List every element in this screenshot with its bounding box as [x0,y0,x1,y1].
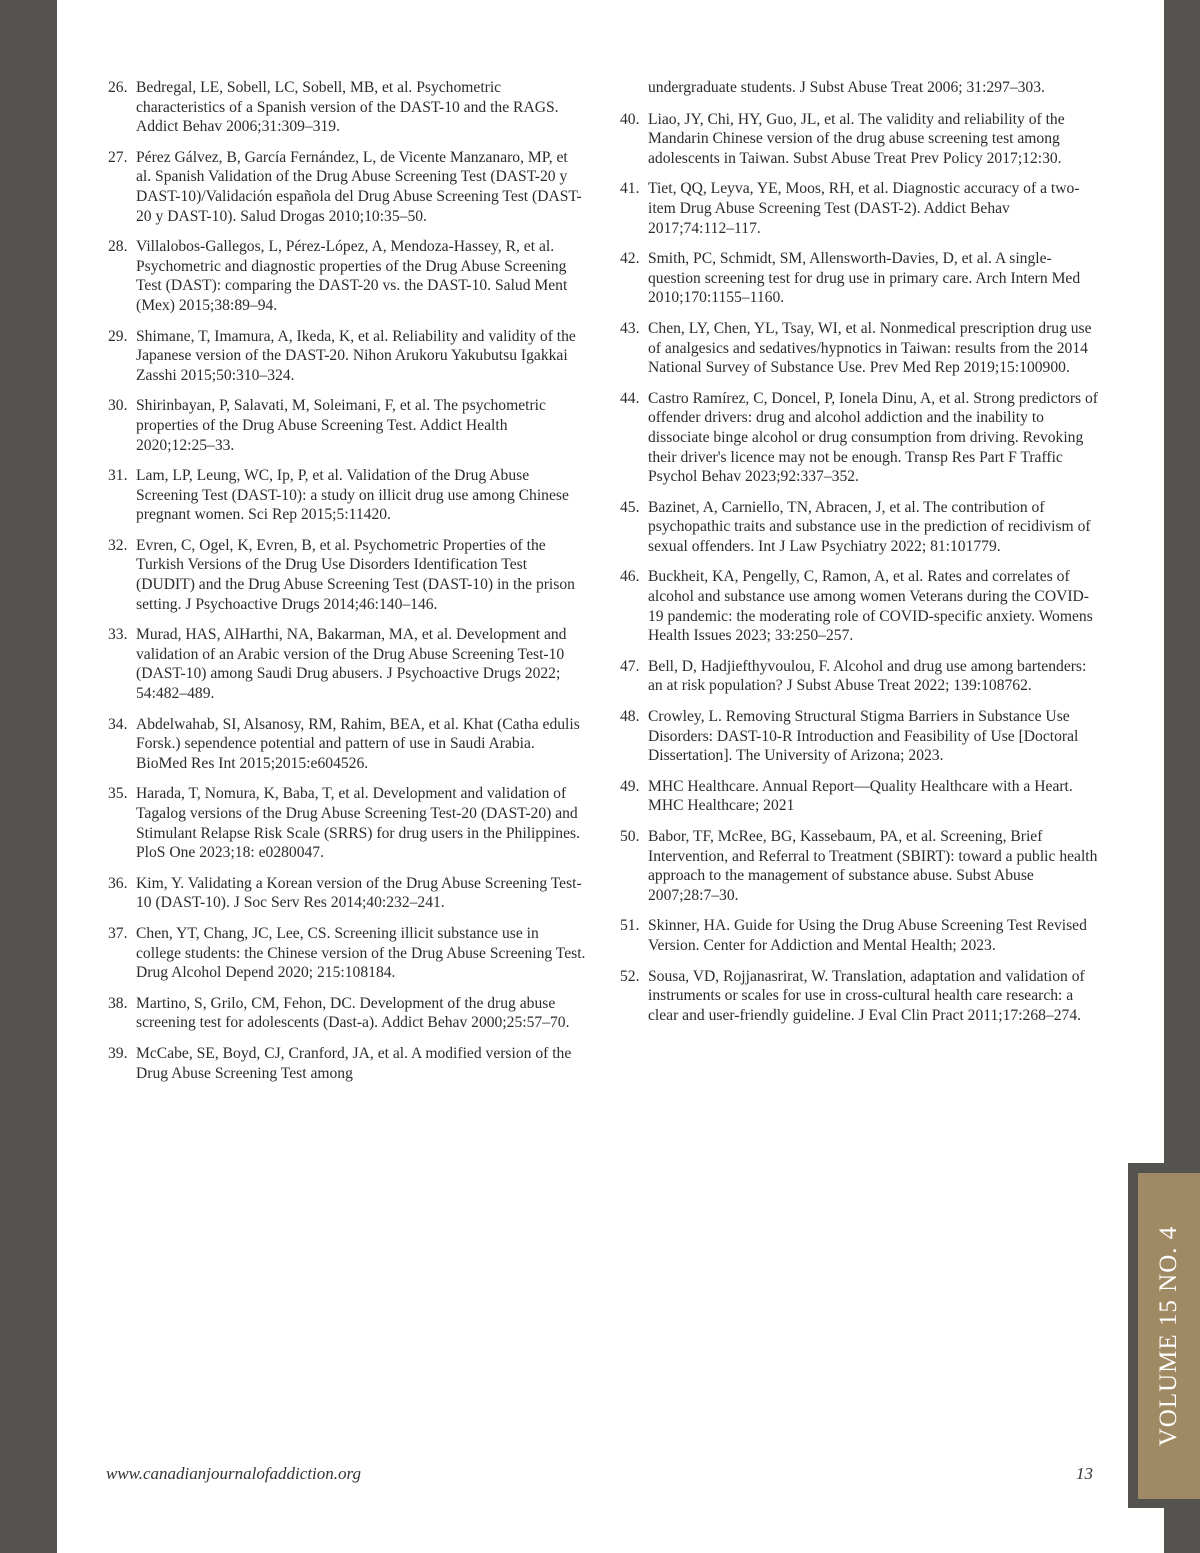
reference-item [620,389,1098,487]
reference-text: undergraduate students. J Subst Abuse Treat 2006; 31:297–303. [648,79,1045,96]
reference-item [108,237,586,315]
reference-item [108,536,586,614]
reference-text: Castro Ramírez, C, Doncel, P, Ionela Dinu, A, et al. Strong predictors of offender drivers: drug and alcohol addiction and the inability to dissociate binge alcohol or drug consumption from driving. Revoking their driver's licence may not be enough. Transp Res Part F Traffic Psychol Behav 2023;92:337–352. [648,389,1098,486]
reference-item [108,715,586,774]
reference-item [620,567,1098,645]
reference-text: Villalobos-Gallegos, L, Pérez-López, A, Mendoza-Hassey, R, et al. Psychometric and diagnostic properties of the Drug Abuse Screening Test (DAST): comparing the DAST-20 vs. the DAST-10. Salud Ment (Mex) 2015;38:89–94. [136,238,568,314]
reference-text: Chen, LY, Chen, YL, Tsay, WI, et al. Nonmedical prescription drug use of analgesics and sedatives/hypnotics in Taiwan: results from the 2014 National Survey of Substance Use. Prev Med Rep 2019;15:100900. [648,319,1092,377]
reference-item [108,148,586,226]
reference-number: 26. [108,79,128,96]
reference-number: 31. [108,467,128,485]
reference-item [108,327,586,386]
reference-number: 27. [108,148,128,166]
reference-text: Lam, LP, Leung, WC, Ip, P, et al. Validation of the Drug Abuse Screening Test (DAST-10): a study on illicit drug use among Chinese pregnant women. Sci Rep 2015;5:11420. [136,467,569,524]
reference-text: Bell, D, Hadjiefthyvoulou, F. Alcohol and drug use among bartenders: an at risk population? J Subst Abuse Treat 2022; 139:108762. [648,657,1087,695]
reference-number: 45. [620,498,640,516]
reference-item [108,994,586,1033]
reference-number: 42. [620,250,640,268]
reference-number: 40. [620,110,640,128]
reference-number: 46. [620,568,640,586]
reference-item [108,625,586,703]
reference-number: 33. [108,626,128,644]
reference-item [620,319,1098,378]
reference-number: 30. [108,397,128,415]
reference-item [108,874,586,913]
reference-number: 38. [108,994,128,1012]
reference-item [620,827,1098,905]
footer-url: www.canadianjournalofaddiction.org [106,1464,362,1483]
reference-number: 48. [620,708,640,726]
reference-text: Bazinet, A, Carniello, TN, Abracen, J, et al. The contribution of psychopathic traits and substance use in the prediction of recidivism of sexual offenders. Int J Law Psychiatry 2022; 81:101779. [648,498,1091,555]
reference-text: Skinner, HA. Guide for Using the Drug Abuse Screening Test Revised Version. Center for Addiction and Mental Health; 2023. [648,917,1087,954]
left-margin-band [0,0,57,1553]
reference-number: 32. [108,536,128,554]
reference-text: Smith, PC, Schmidt, SM, Allensworth-Davies, D, et al. A single-question screening test for drug use in primary care. Arch Intern Med 2010;170:1155–1160. [648,250,1081,307]
reference-item [620,110,1098,169]
reference-number: 41. [620,180,640,198]
reference-item [108,924,586,983]
reference-number: 49. [620,777,640,795]
reference-text: Shirinbayan, P, Salavati, M, Soleimani, F, et al. The psychometric properties of the Drug Abuse Screening Test. Addict Health 2020;12:25–33. [136,397,546,454]
reference-item [620,916,1098,955]
reference-text: Sousa, VD, Rojjanasrirat, W. Translation, adaptation and validation of instruments or scales for use in cross-cultural health care research: a clear and user-friendly guideline. J Eval Clin Pract 2011;17:268–274. [648,967,1085,1024]
reference-item [620,967,1098,1026]
reference-text: Kim, Y. Validating a Korean version of the Drug Abuse Screening Test-10 (DAST-10). J Soc Serv Res 2014;40:232–241. [136,874,582,912]
reference-item [620,657,1098,696]
reference-number: 36. [108,874,128,892]
reference-number: 34. [108,715,128,733]
reference-text: Pérez Gálvez, B, García Fernández, L, de Vicente Manzanaro, MP, et al. Spanish Validation of the Drug Abuse Screening Test (DAST-20 y DAST-10)/Validación española del Drug Abuse Screening Test (DAST-20 y DAST-10). Salud Drogas 2010;10:35–50. [136,148,582,225]
reference-text: Crowley, L. Removing Structural Stigma Barriers in Substance Use Disorders: DAST-10-R Introduction and Feasibility of Use [Doctoral Dissertation]. The University of Arizona; 2023. [648,708,1079,765]
reference-item [620,78,1098,98]
reference-text: Babor, TF, McRee, BG, Kassebaum, PA, et al. Screening, Brief Intervention, and Referral to Treatment (SBIRT): toward a public health approach to the management of substance abuse. Subst Abuse 2007;28:7–30. [648,828,1098,904]
reference-item [108,1044,586,1083]
reference-number: 44. [620,389,640,407]
reference-item [620,498,1098,557]
references-right-column [620,78,1098,1036]
reference-item [108,78,586,137]
reference-text: Buckheit, KA, Pengelly, C, Ramon, A, et al. Rates and correlates of alcohol and substance use among women Veterans during the COVID-19 pandemic: the moderating role of COVID-specific anxiety. Womens Health Issues 2023; 33:250–257. [648,568,1093,645]
reference-item [620,707,1098,766]
references-left-column [108,78,586,1094]
reference-item [620,179,1098,238]
reference-text: Liao, JY, Chi, HY, Guo, JL, et al. The validity and reliability of the Mandarin Chinese version of the drug abuse screening test among adolescents in Taiwan. Subst Abuse Treat Prev Policy 2017;12:30. [648,110,1065,167]
reference-text: MHC Healthcare. Annual Report—Quality Healthcare with a Heart. MHC Healthcare; 2021 [648,777,1073,815]
reference-item [108,466,586,525]
reference-number: 52. [620,967,640,985]
reference-text: Tiet, QQ, Leyva, YE, Moos, RH, et al. Diagnostic accuracy of a two-item Drug Abuse Screening Test (DAST-2). Addict Behav 2017;74:112–117. [648,180,1080,237]
reference-number: 47. [620,657,640,675]
reference-item [108,784,586,862]
reference-text: McCabe, SE, Boyd, CJ, Cranford, JA, et al. A modified version of the Drug Abuse Screening Test among [136,1044,572,1082]
reference-item [620,777,1098,816]
reference-number: 37. [108,924,128,942]
reference-item [108,396,586,455]
reference-text: Chen, YT, Chang, JC, Lee, CS. Screening illicit substance use in college students: the Chinese version of the Drug Abuse Screening Test. Drug Alcohol Depend 2020; 215:108184. [136,924,586,982]
reference-number: 39. [108,1044,128,1062]
reference-text: Martino, S, Grilo, CM, Fehon, DC. Development of the drug abuse screening test for adolescents (Dast-a). Addict Behav 2000;25:57–70. [136,994,570,1032]
reference-number: 43. [620,319,640,337]
reference-number: 50. [620,828,640,845]
reference-text: Murad, HAS, AlHarthi, NA, Bakarman, MA, et al. Development and validation of an Arabic version of the Drug Abuse Screening Test-10 (DAST-10) among Saudi Drug abusers. J Psychoactive Drugs 2022; 54:482–489. [136,626,567,703]
reference-text: Shimane, T, Imamura, A, Ikeda, K, et al. Reliability and validity of the Japanese version of the DAST-20. Nihon Arukoru Yakubutsu Igakkai Zasshi 2015;50:310–324. [136,327,576,384]
page-number: 13 [1076,1464,1093,1483]
reference-item [620,249,1098,308]
reference-text: Bedregal, LE, Sobell, LC, Sobell, MB, et al. Psychometric characteristics of a Spanish version of the DAST-10 and the RAGS. Addict Behav 2006;31:309–319. [136,79,559,136]
reference-number: 51. [620,917,640,935]
reference-number: 28. [108,238,128,256]
reference-text: Harada, T, Nomura, K, Baba, T, et al. Development and validation of Tagalog versions of the Drug Abuse Screening Test-20 (DAST-20) and Stimulant Relapse Risk Scale (SRRS) for drug users in the Philippines. PloS One 2023;18: e0280047. [136,785,580,862]
volume-label: VOLUME 15 NO. 4 [1155,1225,1182,1447]
reference-number: 35. [108,785,128,803]
reference-number: 29. [108,327,128,345]
reference-text: Evren, C, Ogel, K, Evren, B, et al. Psychometric Properties of the Turkish Versions of the Drug Use Disorders Identification Test (DUDIT) and the Drug Abuse Screening Test (DAST-10) in the prison setting. J Psychoactive Drugs 2014;46:140–146. [136,536,575,613]
reference-text: Abdelwahab, SI, Alsanosy, RM, Rahim, BEA, et al. Khat (Catha edulis Forsk.) sependence potential and pattern of use in Saudi Arabia. BioMed Res Int 2015;2015:e604526. [136,715,580,772]
